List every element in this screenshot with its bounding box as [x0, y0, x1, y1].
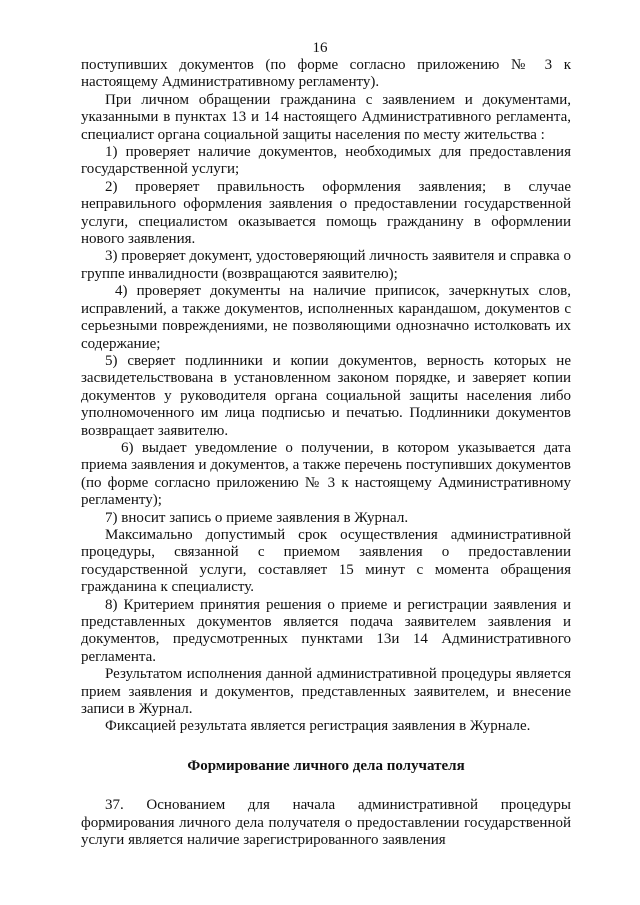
paragraph: 3) проверяет документ, удостоверяющий личность заявителя и справка о группе инвалидности (возвращаются заявителю); [81, 248, 571, 282]
paragraph: Результатом исполнения данной административной процедуры является прием заявления и документов, представленных заявителем, и внесение записи в Журнал. [81, 666, 571, 718]
paragraph: 7) вносит запись о приеме заявления в Журнал. [105, 509, 409, 526]
paragraph: Фиксацией результата является регистрация заявления в Журнале. [105, 718, 531, 735]
paragraph: Максимально допустимый срок осуществления административной процедуры, связанной с приемом заявления о предоставлении государственной услуги, составляет 15 минут с момента обращения гражданина к специалисту. [81, 526, 571, 596]
paragraph: поступивших документов (по форме согласно приложению № 3 к настоящему Административному регламенту). [81, 57, 571, 91]
paragraph: 4) проверяет документы на наличие приписок, зачеркнутых слов, исправлений, а также документов, исполненных карандашом, документов с серьезными повреждениями, не позволяющими однозначно истолковать их содержание; [81, 283, 571, 352]
section-title: Формирование личного дела получателя [187, 757, 465, 774]
paragraph: 2) проверяет правильность оформления заявления; в случае неправильного оформления заявления о предоставлении государственной услуги, специалистом оказывается помощь гражданину в оформлении нового заявления. [81, 178, 571, 248]
paragraph: 5) сверяет подлинники и копии документов, верность которых не засвидетельствована в установленном законом порядке, и заверяет копии документов у руководителя органа социальной защиты населения либо уполномоченного им лица подписью и печатью. Подлинники документов возвращает заявителю. [81, 352, 571, 439]
document-body [81, 57, 571, 849]
paragraph: 37. Основанием для начала административной процедуры формирования личного дела получателя о предоставлении государственной услуги является наличие зарегистрированного заявления [81, 797, 571, 849]
paragraph: 1) проверяет наличие документов, необходимых для предоставления государственной услуги; [81, 144, 571, 178]
paragraph: 8) Критерием принятия решения о приеме и регистрации заявления и представленных документов является подача заявителем заявления и документов, предусмотренных пунктами 13и 14 Административного регламента. [81, 596, 571, 665]
page-number: 16 [312, 40, 328, 56]
paragraph: При личном обращении гражданина с заявлением и документами, указанными в пунктах 13 и 14 настоящего Административного регламента, специалист органа социальной защиты населения по месту жительства : [81, 91, 571, 143]
paragraph: 6) выдает уведомление о получении, в котором указывается дата приема заявления и документов, а также перечень поступивших документов (по форме согласно приложению № 3 к настоящему Административному регламенту); [81, 439, 571, 509]
